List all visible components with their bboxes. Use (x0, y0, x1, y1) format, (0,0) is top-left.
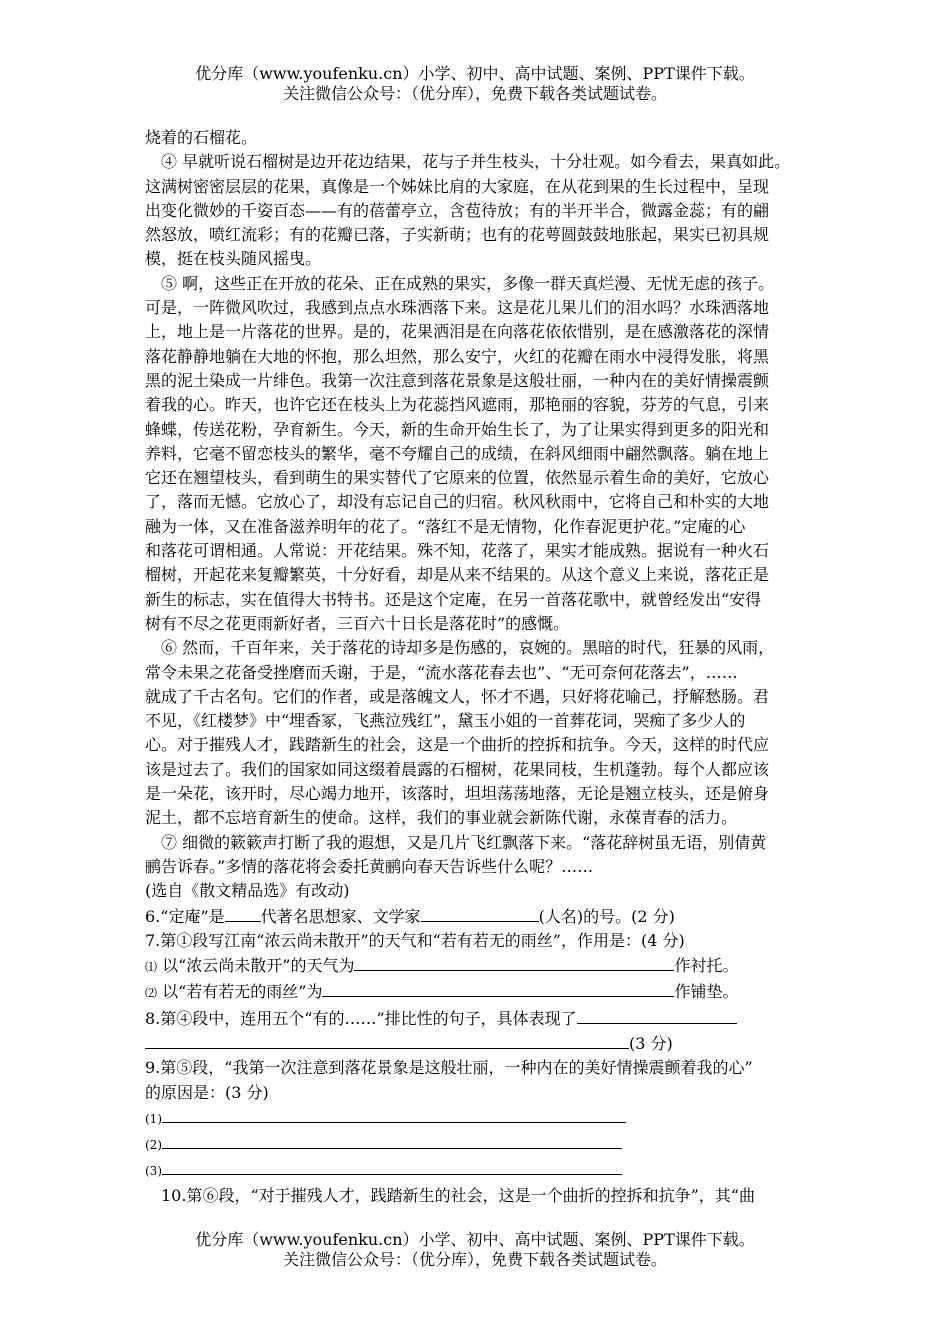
q10-stem: 10.第⑥段，“对于摧残人才，践踏新生的社会，这是一个曲折的控拆和抗争”，其“曲 (161, 1185, 755, 1205)
paragraph-5-line: 了，落而无憾。它放心了，却没有忘记自己的归宿。秋风秋雨中，它将自己和朴实的大地 (145, 492, 770, 512)
paragraph-6-line: 泥土，都不忘培育新生的使命。这样，我们的事业就会新陈代谢，永葆青春的活力。 (145, 808, 738, 828)
header-line-1: 优分库（www.youfenku.cn）小学、初中、高中试题、案例、PPT课件下载。 (195, 64, 755, 83)
q7-sub2-mark: ⑵ (145, 986, 158, 1001)
paragraph-7-line: ⑦ 细微的簌簌声打断了我的遐想，又是几片飞红飘落下来。“落花辞树虽无语，别倩黄 (161, 832, 767, 852)
paragraph-5-line: 可是，一阵微风吹过，我感到点点水珠洒落下来。这是花儿果儿们的泪水吗？水珠洒落地 (145, 298, 770, 318)
paragraph-6-line: 是一朵花，该开时，尽心竭力地开，该落时，坦坦荡荡地落，无论是翘立枝头，还是俯身 (145, 784, 770, 804)
paragraph-5-line: 黑的泥土染成一片绯色。我第一次注意到落花景象是这般壮丽，一种内在的美好情操震颤 (145, 370, 770, 390)
q6-text-a: 6.“定庵”是 (145, 906, 225, 926)
paragraph-5-line: 上，地上是一片落花的世界。是的，花果洒泪是在向落花依依惜别，是在感激落花的深情 (145, 322, 770, 342)
q7-sub1-end: 作衬托。 (674, 956, 739, 976)
paragraph-4 (145, 150, 805, 271)
paragraph-5-line: 树有不尽之花更雨新好者，三百六十日长是落花时”的感慨。 (145, 613, 570, 633)
q6-blank-name[interactable] (421, 904, 539, 922)
q6-blank-dynasty[interactable] (225, 904, 261, 922)
q8-stem: 8.第④段中，连用五个“有的……”排比性的句子，具体表现了 (145, 1008, 577, 1028)
q7-sub1-text: 以“浓云尚未散开”的天气为 (162, 956, 355, 976)
q9-blank-2[interactable] (162, 1131, 622, 1149)
q9-mark-3: (3) (145, 1164, 162, 1179)
paragraph-5-line: 新生的标志，实在值得大书特书。还是这个定庵，在另一首落花歌中，就曾经发出“安得 (145, 589, 762, 609)
question-7 (145, 929, 805, 1006)
footer-line-2: 关注微信公众号：（优分库），免费下载各类试题试卷。 (282, 1250, 667, 1269)
question-8 (145, 1006, 805, 1057)
paragraph-5-line: 蜂蝶，传送花粉，孕育新生。今天，新的生命开始生长了，为了让果实得到更多的阳光和 (145, 419, 770, 439)
q8-blank-2[interactable] (145, 1031, 629, 1049)
q7-sub1-blank[interactable] (354, 953, 674, 971)
source-note: (选自《散文精品选》有改动) (145, 881, 350, 901)
page-header (0, 64, 950, 104)
q9-blank-1[interactable] (162, 1105, 626, 1123)
paragraph-6-line: ⑥ 然而，千百年来，关于落花的诗却多是伤感的，哀婉的。黑暗的时代，狂暴的风雨， (161, 638, 775, 658)
q8-score: (3 分) (629, 1033, 673, 1053)
q7-sub2-end: 作铺垫。 (674, 982, 739, 1002)
q9-stem-1: 9.第⑤段，“我第一次注意到落花景象是这般壮丽，一种内在的美好情操震颤着我的心” (145, 1058, 753, 1078)
header-line-2: 关注微信公众号：（优分库），免费下载各类试题试卷。 (282, 84, 667, 103)
paragraph-5-line: 它还在翘望枝头，看到萌生的果实替代了它原来的位置，依然显示着生命的美好，它放心 (145, 468, 770, 488)
paragraph-6-line: 常令未果之花备受挫磨而夭谢，于是，“流水落花春去也”、“无可奈何花落去”，…… (145, 662, 738, 682)
q7-sub2-blank[interactable] (322, 979, 674, 997)
q9-mark-2: (2) (145, 1138, 162, 1153)
paragraph-4-line: 模，挺在枝头随风摇曳。 (145, 249, 322, 269)
question-6 (145, 904, 805, 929)
q6-text-b: 代著名思想家、文学家 (260, 906, 421, 926)
q7-sub1-mark: ⑴ (145, 960, 158, 975)
paragraph-6-line: 该是过去了。我们的国家如同这缀着晨露的石榴树，花果同枝，生机蓬勃。每个人都应该 (145, 759, 770, 779)
q6-text-c: (人名)的号。(2 分) (538, 906, 675, 926)
paragraph-5-line: 着我的心。昨天，也许它还在枝头上为花蕊挡风遮雨，那艳丽的容貌，芬芳的气息，引来 (145, 395, 770, 415)
question-10 (145, 1184, 805, 1208)
q9-stem-2: 的原因是：(3 分) (145, 1082, 269, 1102)
page-content (145, 126, 805, 1208)
paragraph-5 (145, 272, 805, 636)
paragraph-5-line: 养料，它毫不留恋枝头的繁华，毫不夸耀自己的成绩，在斜风细雨中翩然飘落。躺在地上 (145, 443, 770, 463)
paragraph-6-line: 就成了千古名句。它们的作者，或是落魄文人，怀才不遇，只好将花喻己，抒解愁肠。君 (145, 686, 770, 706)
q9-mark-1: (1) (145, 1111, 162, 1126)
paragraph-4-line: ④ 早就听说石榴树是边开花边结果，花与子并生枝头，十分壮观。如今看去，果真如此。 (161, 152, 791, 172)
paragraph-5-line: 融为一体，又在准备滋养明年的花了。“落红不是无情物，化作春泥更护花。”定庵的心 (145, 516, 746, 536)
paragraph-7-line: 鹂告诉春。”多情的落花将会委托黄鹂向春天告诉些什么呢？…… (145, 856, 594, 876)
paragraph-5-line: 落花静静地躺在大地的怀抱，那么坦然，那么安宁，火红的花瓣在雨水中浸得发胀，将黑 (145, 346, 770, 366)
paragraph-4-line: 这满树密密层层的花果，真像是一个姊妹比肩的大家庭，在从花到果的生长过程中，呈现 (145, 176, 770, 196)
footer-line-1: 优分库（www.youfenku.cn）小学、初中、高中试题、案例、PPT课件下载。 (195, 1230, 755, 1249)
paragraph-4-line: 出变化微妙的千姿百态——有的蓓蕾亭立，含苞待放；有的半开半合，微露金蕊；有的翩 (145, 200, 770, 220)
paragraph-6 (145, 636, 805, 830)
paragraph-4-line: 然怒放，喷红流彩；有的花瓣已落，子实新萌；也有的花萼圆鼓鼓地胀起，果实已初具规 (145, 225, 770, 245)
lead-line: 烧着的石榴花。 (145, 128, 258, 147)
paragraph-5-line: 和落花可谓相通。人常说：开花结果。殊不知，花落了，果实才能成熟。据说有一种火石 (145, 541, 770, 561)
paragraph-5-line: 榴树，开起花来复瓣繁英，十分好看，却是从来不结果的。从这个意义上来说，落花正是 (145, 565, 770, 585)
q7-stem: 7.第①段写江南“浓云尚未散开”的天气和“若有若无的雨丝”，作用是：(4 分) (145, 930, 685, 950)
q7-sub2-text: 以“若有若无的雨丝”为 (162, 982, 323, 1002)
question-9 (145, 1056, 805, 1183)
paragraph-5-line: ⑤ 啊，这些正在开放的花朵、正在成熟的果实，多像一群天真烂漫、无忧无虑的孩子。 (161, 273, 775, 293)
paragraph-6-line: 心。对于摧残人才，践踏新生的社会，这是一个曲折的控拆和抗争。今天，这样的时代应 (145, 735, 770, 755)
page-footer (0, 1230, 950, 1270)
q9-blank-3[interactable] (162, 1157, 622, 1175)
q8-blank-1[interactable] (577, 1006, 737, 1024)
paragraph-7 (145, 831, 805, 880)
paragraph-6-line: 不见，《红楼梦》中“埋香冢，飞燕泣残红”，黛玉小姐的一首葬花词，哭痴了多少人的 (145, 711, 746, 731)
